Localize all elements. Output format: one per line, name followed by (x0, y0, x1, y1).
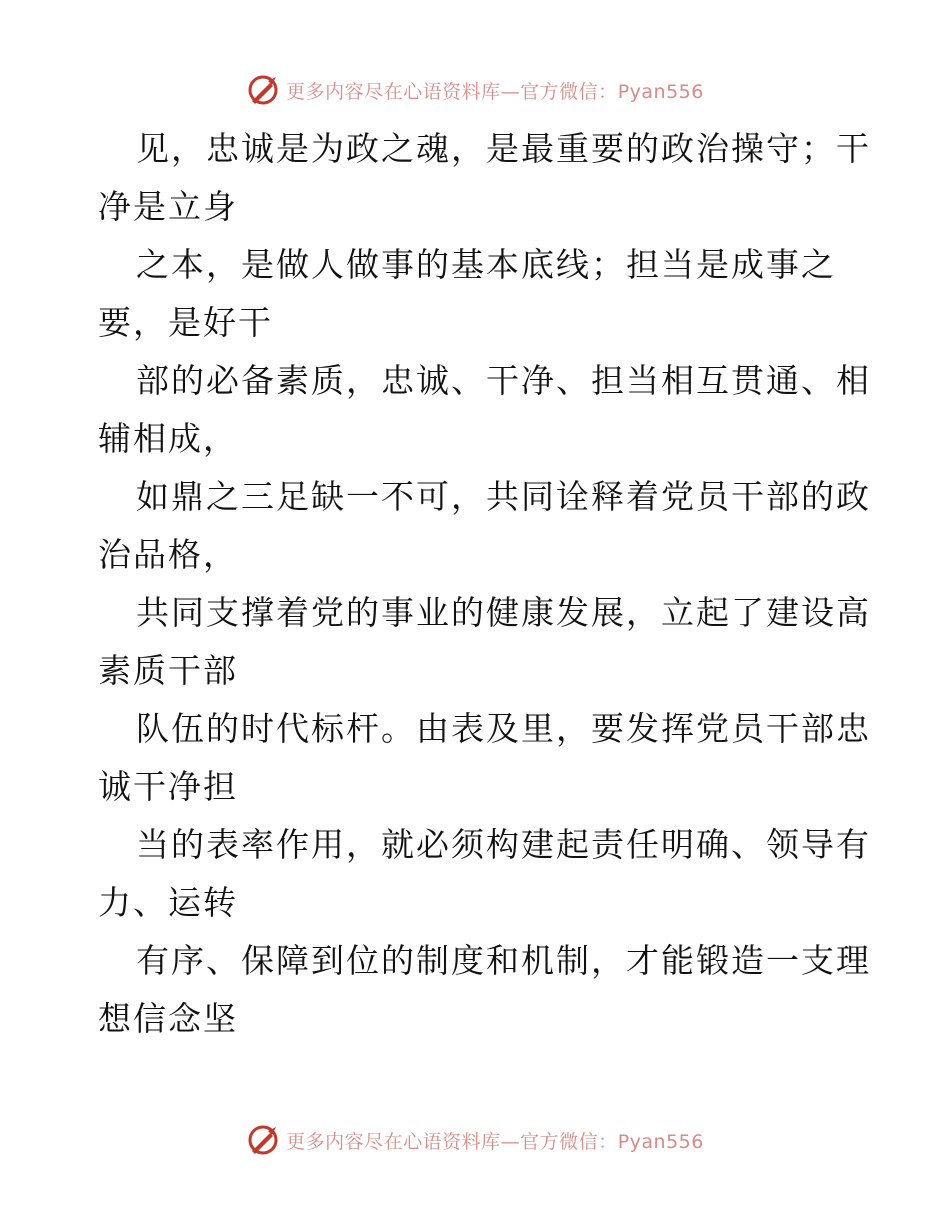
body-line: 想信念坚 (98, 999, 238, 1038)
body-line: 力、运转 (98, 883, 238, 922)
body-line: 部的必备素质，忠诚、干净、担当相互贯通、相 (136, 361, 871, 400)
body-line: 之本，是做人做事的基本底线；担当是成事之 (136, 245, 836, 284)
quill-logo-icon (246, 73, 280, 107)
body-line: 净是立身 (98, 187, 238, 226)
header-separator: — (500, 80, 521, 103)
footer-wechat-id: Pyan556 (617, 1130, 704, 1153)
header-wechat-label: 官方微信： (520, 80, 618, 103)
body-line: 当的表率作用，就必须构建起责任明确、领导有 (136, 825, 871, 864)
body-line: 辅相成， (98, 419, 238, 458)
footer-site-text: 更多内容尽在心语资料库 (286, 1130, 501, 1153)
body-line: 共同支撑着党的事业的健康发展，立起了建设高 (136, 593, 871, 632)
body-line: 如鼎之三足缺一不可，共同诠释着党员干部的政 (136, 477, 871, 516)
body-line: 诚干净担 (98, 767, 238, 806)
quill-logo-icon (246, 1123, 280, 1157)
body-line: 见，忠诚是为政之魂，是最重要的政治操守；干 (136, 129, 871, 168)
header-text (286, 77, 704, 104)
footer-separator: — (500, 1130, 521, 1153)
header-banner (0, 70, 950, 110)
footer-text (286, 1127, 704, 1154)
footer-wechat-label: 官方微信： (520, 1130, 618, 1153)
document-body (98, 120, 871, 1048)
body-line: 要，是好干 (98, 303, 273, 342)
header-wechat-id: Pyan556 (617, 80, 704, 103)
header-site-text: 更多内容尽在心语资料库 (286, 80, 501, 103)
body-line: 队伍的时代标杆。由表及里，要发挥党员干部忠 (136, 709, 871, 748)
footer-banner (0, 1120, 950, 1160)
body-line: 治品格， (98, 535, 238, 574)
body-line: 素质干部 (98, 651, 238, 690)
body-line: 有序、保障到位的制度和机制，才能锻造一支理 (136, 941, 871, 980)
